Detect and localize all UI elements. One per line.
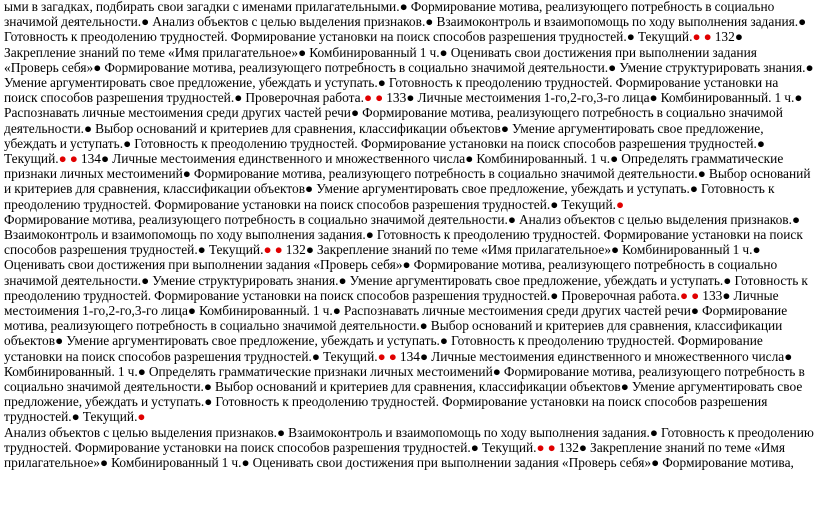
bullet-marker: ● xyxy=(100,455,112,471)
text-paragraph xyxy=(4,425,814,471)
bullet-marker: ● xyxy=(798,14,807,30)
text-run: Готовность к преодолению трудностей. Формирование установки на поиск способов разрешения трудностей. xyxy=(4,333,763,364)
text-run: Готовность к преодолению трудностей. Формирование установки на поиск способов разрешения трудностей. xyxy=(4,29,627,45)
text-run: Выбор оснований и критериев для сравнения, классификации объектов xyxy=(215,379,621,395)
text-run: Умение аргументировать свое предложение, убеждать и уступать. xyxy=(4,379,803,410)
text-run: 132 xyxy=(558,439,579,455)
red-bullet-marker: ● ● xyxy=(363,90,387,106)
bullet-marker: ● xyxy=(610,151,622,167)
text-run: Оценивать свои достижения при выполнении задания «Проверь себя» xyxy=(4,44,757,75)
text-run: Текущий. xyxy=(208,242,264,258)
bullet-marker: ● xyxy=(805,59,814,75)
bullet-marker: ● xyxy=(137,363,149,379)
text-run: Комбинированный 1 ч. xyxy=(309,44,440,60)
bullet-marker: ● xyxy=(649,90,661,106)
bullet-marker: ● xyxy=(332,303,344,319)
bullet-marker: ● xyxy=(649,424,662,440)
text-run: Текущий. xyxy=(561,196,616,212)
bullet-marker: ● xyxy=(305,181,317,197)
text-run: Комбинированный. 1 ч. xyxy=(199,303,333,319)
text-run: Личные местоимения единственного и множественного числа xyxy=(431,348,785,364)
text-run: Личные местоимения единственного и множественного числа xyxy=(112,151,466,167)
text-run: Формирование мотива, xyxy=(662,455,794,471)
bullet-marker: ● xyxy=(203,379,216,395)
text-run: Умение аргументировать свое предложение, убеждать и уступать. xyxy=(4,75,378,91)
text-run: Текущий. xyxy=(82,409,138,425)
text-run: Комбинированный 1 ч. xyxy=(111,455,242,471)
text-run: Выбор оснований и критериев для сравнения, классификации объектов xyxy=(4,318,783,349)
bullet-marker: ● xyxy=(197,242,209,258)
bullet-marker: ● xyxy=(550,287,562,303)
bullet-marker: ● xyxy=(439,333,452,349)
bullet-marker: ● xyxy=(311,348,323,364)
bullet-marker: ● xyxy=(500,120,512,136)
bullet-marker: ● xyxy=(420,348,432,364)
text-run: Текущий. xyxy=(637,29,693,45)
text-run: 133 xyxy=(386,90,407,106)
bullet-marker: ● xyxy=(425,14,437,30)
text-run: Умение структурировать знания. xyxy=(619,59,806,75)
red-bullet-marker: ● ● xyxy=(679,287,703,303)
text-run: Комбинированный. 1 ч. xyxy=(4,363,138,379)
bullet-marker: ● xyxy=(141,14,153,30)
text-run: 134 xyxy=(80,151,101,167)
bullet-marker: ● xyxy=(419,318,431,334)
document-body xyxy=(4,0,814,470)
text-run: Готовность к преодолению трудностей. Формирование установки на поиск способов разрешения трудностей. xyxy=(4,394,768,425)
bullet-marker: ● xyxy=(123,135,135,151)
text-run: Умение аргументировать свое предложение, убеждать и уступать. xyxy=(66,333,440,349)
text-run: ыми в загадках, подбирать свои загадки с именами прилагательными. xyxy=(4,0,400,14)
bullet-marker: ● xyxy=(71,409,83,425)
text-run: 134 xyxy=(399,348,420,364)
bullet-marker: ● xyxy=(402,257,414,273)
red-bullet-marker: ● xyxy=(615,196,625,212)
bullet-marker: ● xyxy=(338,272,350,288)
bullet-marker: ● xyxy=(277,424,289,440)
red-bullet-marker: ● xyxy=(137,409,146,425)
text-run: Формирование мотива, реализующего потребность в социально значимой деятельности. xyxy=(4,211,508,227)
text-run: Текущий. xyxy=(481,439,537,455)
bullet-marker: ● xyxy=(234,90,246,106)
bullet-marker: ● xyxy=(187,303,200,319)
bullet-marker: ● xyxy=(578,439,591,455)
text-run: Умение аргументировать свое предложение, убеждать и уступать. xyxy=(4,120,764,151)
bullet-marker: ● xyxy=(784,348,793,364)
text-run: Готовность к преодолению трудностей. Формирование установки на поиск способов разрешения трудностей. xyxy=(134,135,757,151)
text-run: Формирование мотива, реализующего потребность в социально значимой деятельности. xyxy=(193,166,698,182)
text-run: Анализ объектов с целью выделения признаков. xyxy=(4,424,277,440)
bullet-marker: ● xyxy=(722,287,734,303)
text-run: Оценивать свои достижения при выполнении задания «Проверь себя» xyxy=(252,455,652,471)
text-run: Взаимоконтроль и взаимопомощь по ходу выполнения задания. xyxy=(436,14,799,30)
text-run: Анализ объектов с целью выделения признаков. xyxy=(152,14,426,30)
bullet-marker: ● xyxy=(492,363,504,379)
bullet-marker: ● xyxy=(752,242,761,258)
bullet-marker: ● xyxy=(734,29,743,45)
text-run: Выбор оснований и критериев для сравнения, классификации объектов xyxy=(4,166,811,197)
bullet-marker: ● xyxy=(620,379,632,395)
text-run: Закрепление знаний по теме «Имя прилагательное» xyxy=(4,439,786,471)
text-run: Формирование мотива, реализующего потребность в социально значимой деятельности. xyxy=(104,59,609,75)
bullet-marker: ● xyxy=(365,227,377,243)
text-run: Взаимоконтроль и взаимопомощь по ходу выполнения задания. xyxy=(288,424,650,440)
text-run: Формирование мотива, реализующего потребность в социально значимой деятельности. xyxy=(4,0,775,30)
bullet-marker: ● xyxy=(305,242,317,258)
bullet-marker: ● xyxy=(93,59,105,75)
bullet-marker: ● xyxy=(611,242,623,258)
bullet-marker: ● xyxy=(465,151,477,167)
text-run: Закрепление знаний по теме «Имя прилагательное» xyxy=(4,44,299,60)
text-run: Распознавать личные местоимения среди других частей речи xyxy=(4,105,351,121)
bullet-marker: ● xyxy=(350,105,363,121)
bullet-marker: ● xyxy=(689,181,702,197)
text-run: Формирование мотива, реализующего потребность в социально значимой деятельности. xyxy=(4,257,778,288)
text-run: Умение аргументировать свое предложение, убеждать и уступать. xyxy=(316,181,690,197)
bullet-marker: ● xyxy=(791,211,801,227)
bullet-marker: ● xyxy=(794,90,803,106)
text-run: 132 xyxy=(714,29,735,45)
bullet-marker: ● xyxy=(626,29,638,45)
bullet-marker: ● xyxy=(690,303,702,319)
text-run: Оценивать свои достижения при выполнении задания «Проверь себя» xyxy=(4,257,403,273)
bullet-marker: ● xyxy=(470,439,482,455)
bullet-marker: ● xyxy=(550,196,562,212)
text-run: Выбор оснований и критериев для сравнения, классификации объектов xyxy=(95,120,501,136)
bullet-marker: ● xyxy=(55,333,67,349)
red-bullet-marker: ● ● xyxy=(692,29,715,45)
text-run: Готовность к преодолению трудностей. Формирование установки на поиск способов разрешения трудностей. xyxy=(4,424,814,455)
text-run: Умение структурировать знания. xyxy=(152,272,339,288)
bullet-marker: ● xyxy=(84,120,96,136)
text-run: Комбинированный. 1 ч. xyxy=(476,151,611,167)
text-paragraph xyxy=(4,212,814,425)
bullet-marker: ● xyxy=(298,44,310,60)
text-run: Готовность к преодолению трудностей. Формирование установки на поиск способов разрешения трудностей. xyxy=(4,227,803,258)
text-run: Готовность к преодолению трудностей. Формирование установки на поиск способов разрешения трудностей. xyxy=(4,75,779,106)
text-run: Анализ объектов с целью выделения признаков. xyxy=(518,211,792,227)
bullet-marker: ● xyxy=(507,211,519,227)
text-run: Готовность к преодолению трудностей. Формирование установки на поиск способов разрешения трудностей. xyxy=(4,272,808,303)
bullet-marker: ● xyxy=(399,0,411,14)
red-bullet-marker: ● ● xyxy=(536,439,559,455)
text-run: Формирование мотива, реализующего потребность в социально значимой деятельности. xyxy=(4,105,783,136)
bullet-marker: ● xyxy=(651,455,663,471)
text-run: Формирование мотива, реализующего потребность в социально значимой деятельности. xyxy=(4,303,788,334)
text-run: Текущий. xyxy=(323,348,378,364)
text-run: Комбинированный 1 ч. xyxy=(622,242,753,258)
text-run: Определять грамматические признаки личных местоимений xyxy=(148,363,493,379)
bullet-marker: ● xyxy=(241,455,253,471)
text-run: Проверочная работа. xyxy=(245,90,364,106)
text-run: Умение аргументировать свое предложение, убеждать и уступать. xyxy=(349,272,724,288)
text-run: 133 xyxy=(702,287,723,303)
bullet-marker: ● xyxy=(377,75,389,91)
text-run: Личные местоимения 1-го,2-го,3-го лица xyxy=(4,287,779,319)
text-run: Взаимоконтроль и взаимопомощь по ходу выполнения задания. xyxy=(4,227,366,243)
text-run: Определять грамматические признаки личных местоимений xyxy=(4,151,784,182)
bullet-marker: ● xyxy=(406,90,418,106)
bullet-marker: ● xyxy=(101,151,113,167)
text-run: 132 xyxy=(285,242,306,258)
text-run: Личные местоимения 1-го,2-го,3-го лица xyxy=(417,90,650,106)
text-run: Текущий. xyxy=(4,151,59,167)
text-run: Закрепление знаний по теме «Имя прилагательное» xyxy=(316,242,612,258)
text-run: Распознавать личные местоимения среди других частей речи xyxy=(343,303,691,319)
bullet-marker: ● xyxy=(182,166,194,182)
text-run: Комбинированный. 1 ч. xyxy=(660,90,795,106)
red-bullet-marker: ● ● xyxy=(377,348,400,364)
bullet-marker: ● xyxy=(723,272,735,288)
text-paragraph xyxy=(4,0,814,212)
bullet-marker: ● xyxy=(697,166,709,182)
text-run: Формирование мотива, реализующего потребность в социально значимой деятельности. xyxy=(4,363,805,395)
red-bullet-marker: ● ● xyxy=(263,242,286,258)
text-run: Готовность к преодолению трудностей. Формирование установки на поиск способов разрешения трудностей. xyxy=(4,181,775,212)
red-bullet-marker: ● ● xyxy=(58,151,81,167)
bullet-marker: ● xyxy=(439,44,451,60)
bullet-marker: ● xyxy=(756,135,765,151)
bullet-marker: ● xyxy=(141,272,153,288)
bullet-marker: ● xyxy=(608,59,620,75)
bullet-marker: ● xyxy=(204,394,216,410)
text-run: Проверочная работа. xyxy=(561,287,680,303)
